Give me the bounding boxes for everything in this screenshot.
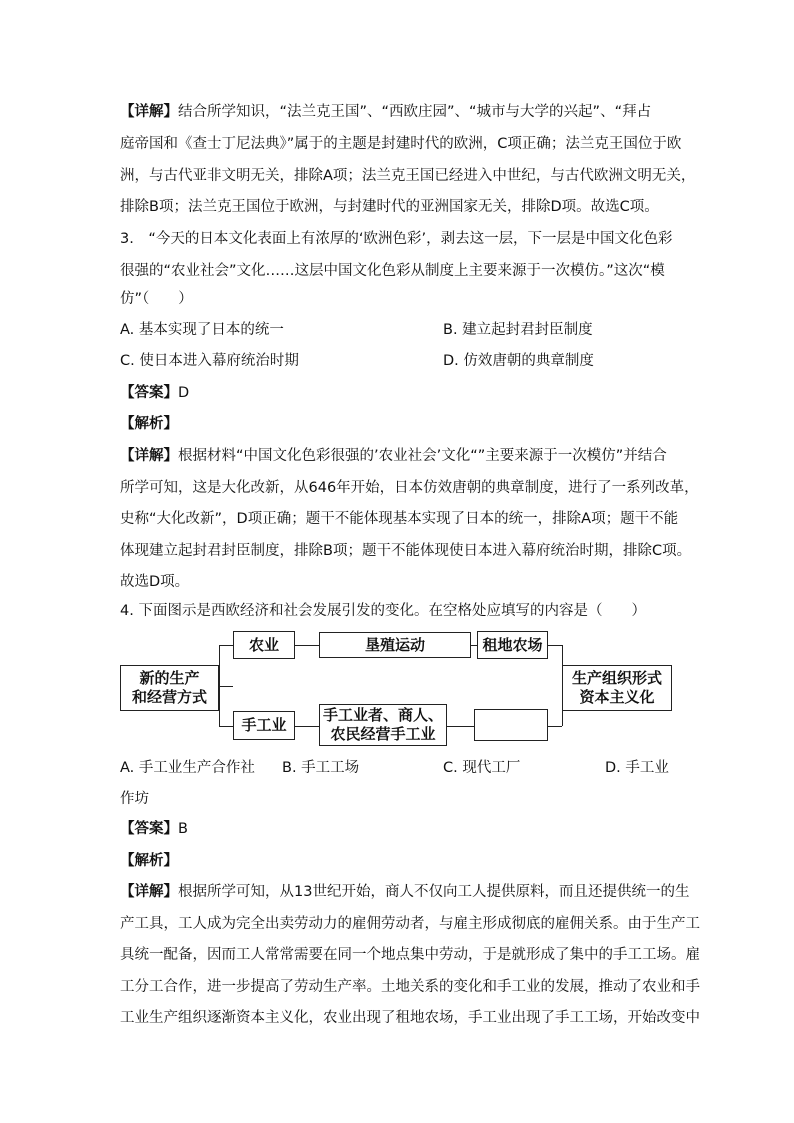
- q3-detail-line-5: 故选D项。: [120, 574, 190, 590]
- q4-option-a: A. 手工业生产合作社: [120, 760, 255, 776]
- q2-detail-line-2: 庭帝国和《查士丁尼法典》”属于的主题是封建时代的欧洲，C项正确；法兰克王国位于欧: [120, 136, 682, 152]
- q4-detail-line-4: 工分工合作，进一步提高了劳动生产率。土地关系的变化和手工业的发展，推动了农业和手: [120, 979, 700, 995]
- q4-detail-line-1: 【详解】根据所学可知，从13世纪开始，商人不仅向工人提供原料，而且还提供统一的生: [120, 884, 690, 900]
- q3-option-a: A. 基本实现了日本的统一: [120, 322, 284, 338]
- box-handicraft: 手工业: [233, 711, 295, 740]
- q4-detail-line-5: 工业生产组织逐渐资本主义化，农业出现了租地农场，手工业出现了手工工场，开始改变中: [120, 1010, 700, 1026]
- q3-detail-line-4: 体现建立起封君封臣制度，排除B项；题干不能体现使日本进入幕府统治时期，排除C项。: [120, 543, 692, 559]
- box-new-production: 新的生产 和经营方式: [120, 665, 219, 711]
- box-agriculture: 农业: [233, 631, 295, 659]
- box-reclamation-movement: 垦殖运动: [319, 632, 471, 658]
- box-tenant-farm: 租地农场: [477, 631, 548, 659]
- q4-detail-line-3: 具统一配备，因而工人常常需要在同一个地点集中劳动，于是就形成了集中的手工工场。雇: [120, 947, 700, 963]
- connector: [447, 726, 474, 727]
- connector: [548, 645, 562, 646]
- connector: [295, 726, 319, 727]
- q2-detail-line-3: 洲，与古代亚非文明无关，排除A项；法兰克王国已经进入中世纪，与古代欧洲文明无关，: [120, 168, 696, 184]
- q3-stem-line-3: 仿”（ ）: [120, 291, 193, 307]
- q4-detail-line-2: 产工具，工人成为完全出卖劳动力的雇佣劳动者，与雇主形成彻底的雇佣关系。由于生产工: [120, 916, 700, 932]
- q2-detail-line-1: 【详解】结合所学知识，“法兰克王国”、“西欧庄园”、“城市与大学的兴起”、“拜占: [120, 104, 652, 120]
- q4-answer: 【答案】B: [120, 821, 188, 837]
- q3-answer-value: D: [178, 385, 190, 401]
- q4-option-b: B. 手工工场: [282, 760, 360, 776]
- q3-option-c: C. 使日本进入幕府统治时期: [120, 353, 299, 369]
- q4-stem: 4. 下面图示是西欧经济和社会发展引发的变化。在空格处应填写的内容是（ ）: [120, 603, 646, 619]
- box-blank: [474, 709, 548, 741]
- connector: [548, 726, 562, 727]
- q4-option-d: D. 手工业: [605, 760, 669, 776]
- q4-option-d-continued: 作坊: [120, 791, 149, 807]
- q4-analysis-label: 【解析】: [120, 853, 178, 869]
- connector: [219, 645, 233, 646]
- q3-answer: 【答案】D: [120, 385, 190, 401]
- connector: [219, 686, 233, 687]
- q3-option-d: D. 仿效唐朝的典章制度: [443, 353, 594, 369]
- q3-stem-line-2: 很强的“农业社会”文化……这层中国文化色彩从制度上主要来源于一次模仿。”这次“模: [120, 263, 665, 279]
- connector: [219, 645, 220, 726]
- q3-analysis-label: 【解析】: [120, 416, 178, 432]
- q4-answer-value: B: [178, 821, 188, 837]
- detail-label: 【详解】: [120, 104, 178, 120]
- box-capitalist-organization: 生产组织形式 资本主义化: [562, 665, 672, 711]
- q3-detail-line-2: 所学可知，这是大化改新，从646年开始，日本仿效唐朝的典章制度，进行了一系列改革，: [120, 480, 699, 496]
- q2-detail-line-4: 排除B项；法兰克王国位于欧洲，与封建时代的亚洲国家无关，排除D项。故选C项。: [120, 199, 659, 215]
- q3-detail-line-3: 史称“大化改新”，D项正确；题干不能体现基本实现了日本的统一，排除A项；题干不能: [120, 511, 679, 527]
- connector: [219, 726, 233, 727]
- connector: [295, 645, 319, 646]
- box-handicraft-operators: 手工业者、商人、 农民经营手工业: [319, 704, 447, 746]
- q3-detail-line-1: 【详解】根据材料“中国文化色彩很强的’农业社会’文化“”主要来源于一次模仿”并结合: [120, 448, 667, 464]
- q3-option-b: B. 建立起封君封臣制度: [443, 322, 593, 338]
- q4-option-c: C. 现代工厂: [443, 760, 521, 776]
- q3-stem-line-1: 3. “今天的日本文化表面上有浓厚的‘欧洲色彩’，剥去这一层，下一层是中国文化色彩: [120, 231, 673, 247]
